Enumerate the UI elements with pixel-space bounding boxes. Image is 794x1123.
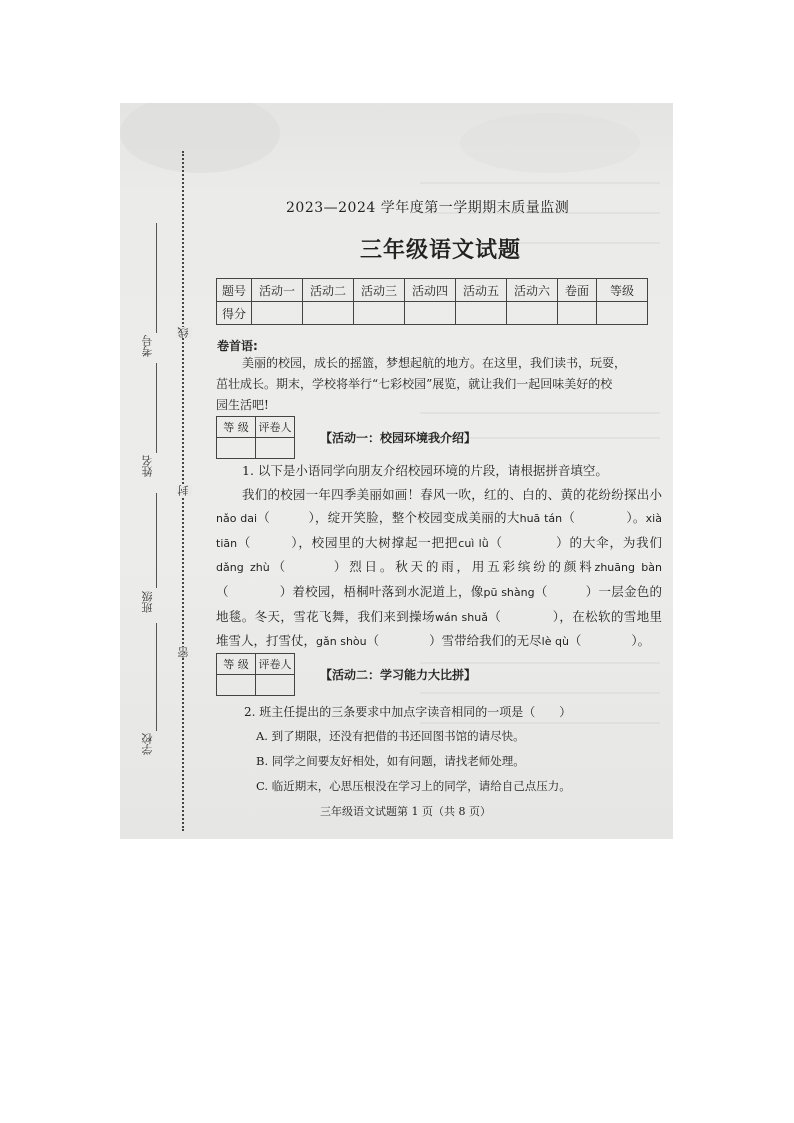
grade-box-1 — [216, 416, 295, 459]
grade-box-grader: 评卷人 — [256, 417, 295, 438]
grade-box-grade: 等 级 — [217, 654, 256, 675]
score-cell-activity3: 活动三 — [354, 279, 405, 302]
class-line — [156, 493, 157, 588]
intro-heading: 卷首语: — [217, 339, 258, 353]
score-input — [405, 302, 456, 325]
score-cell-question: 题号 — [217, 279, 252, 302]
score-table — [216, 278, 648, 325]
grade-box-grader: 评卷人 — [256, 654, 295, 675]
exam-number-line — [156, 223, 157, 333]
activity2-title: 【活动二：学习能力大比拼】 — [320, 668, 477, 682]
exam-title: 三年级语文试题 — [360, 238, 522, 263]
score-input — [303, 302, 354, 325]
question-1-lead: 1. 以下是小语同学向朋友介绍校园环境的片段，请根据拼音填空。 — [242, 463, 608, 478]
intro-line-2: 茁壮成长。期末，学校将举行“七彩校园”展览，就让我们一起回味美好的校 — [216, 377, 613, 391]
exam-paper-photo — [120, 103, 673, 839]
pinyin-xiatian: xià tiān — [216, 512, 662, 550]
page-footer: 三年级语文试题第 1 页（共 8 页） — [320, 805, 491, 818]
pinyin-naodai: nǎo dai — [216, 512, 258, 526]
question-2-option-a: A. 到了期限，还没有把借的书还回图书馆的请尽快。 — [256, 729, 525, 743]
name-line — [156, 363, 157, 453]
score-input — [252, 302, 303, 325]
exam-subtitle: 2023—2024 学年度第一学期期末质量监测 — [286, 200, 570, 216]
pinyin-lequ: lè qù — [541, 635, 569, 649]
school-line — [156, 623, 157, 731]
score-input — [354, 302, 405, 325]
score-input — [597, 302, 648, 325]
score-cell-activity5: 活动五 — [456, 279, 507, 302]
pinyin-wanshua: wán shuǎ — [434, 610, 488, 624]
pinyin-huatan: huā tán — [519, 512, 563, 526]
intro-line-1: 美丽的校园，成长的摇篮，梦想起航的地方。在这里，我们读书，玩耍， — [242, 356, 627, 370]
grade-box-2 — [216, 653, 295, 696]
score-row-label: 得分 — [217, 302, 252, 325]
binding-char-seal: 封 — [177, 485, 190, 496]
grade-box-empty — [256, 438, 295, 459]
pinyin-dangzhu: dǎng zhù — [216, 561, 270, 575]
score-input — [456, 302, 507, 325]
class-label: 班级 — [141, 591, 154, 613]
grade-box-empty — [256, 675, 295, 696]
grade-box-grade: 等 级 — [217, 417, 256, 438]
activity1-title: 【活动一：校园环境我介绍】 — [320, 431, 477, 445]
question-2: 2. 班主任提出的三条要求中加点字读音相同的一项是（ ） — [244, 705, 572, 719]
grade-box-empty — [217, 438, 256, 459]
question-2-option-c: C. 临近期末，心思压根没在学习上的同学，请给自己点压力。 — [256, 779, 571, 793]
pinyin-zhuangban: zhuāng bàn — [594, 561, 662, 575]
intro-line-3: 园生活吧! — [216, 398, 269, 412]
score-table-header-row — [217, 279, 648, 302]
binding-char-secret: 密 — [177, 647, 190, 658]
score-table-score-row — [217, 302, 648, 325]
exam-number-label: 考号 — [141, 335, 154, 357]
question-2-option-b: B. 同学之间要友好相处，如有问题，请找老师处理。 — [256, 754, 525, 768]
school-label: 学校 — [141, 733, 154, 755]
score-cell-neatness: 卷面 — [558, 279, 597, 302]
score-cell-activity4: 活动四 — [405, 279, 456, 302]
pinyin-pushang: pū shàng — [483, 585, 535, 599]
name-label: 姓名 — [141, 455, 154, 477]
question-1-passage: 我们的校园一年四季美丽如画！春风一吹，红的、白的、黄的花纷纷探出小nǎo dai（ ），绽开笑脸，整个校园变成美丽的大huā tán（ ）。xià tiān（ ），校园里的大树撑起一把把cuì lǜ（ ）的大伞，为我们dǎng zhù（ ）烈日。秋天的雨，用五彩缤纷的颜料zhuāng bàn（ ）着校园，梧桐叶落到水泥道上，像pū shàng（ ）一层金色的地毯。冬天，雪花飞舞，我们来到操场wán shuǎ（ ），在松软的雪地里堆雪人，打雪仗，gǎn shòu（ ）雪带给我们的无尽lè qù（ ）。 — [216, 486, 662, 649]
grade-box-empty — [217, 675, 256, 696]
pinyin-cuilv: cuì lǜ — [458, 536, 489, 550]
score-input — [507, 302, 558, 325]
score-cell-activity1: 活动一 — [252, 279, 303, 302]
score-input — [558, 302, 597, 325]
question-1 — [216, 459, 662, 654]
binding-char-line: 线 — [177, 327, 190, 338]
pinyin-ganshou: gǎn shòu — [316, 635, 367, 649]
score-cell-activity6: 活动六 — [507, 279, 558, 302]
score-cell-activity2: 活动二 — [303, 279, 354, 302]
score-cell-grade: 等级 — [597, 279, 648, 302]
